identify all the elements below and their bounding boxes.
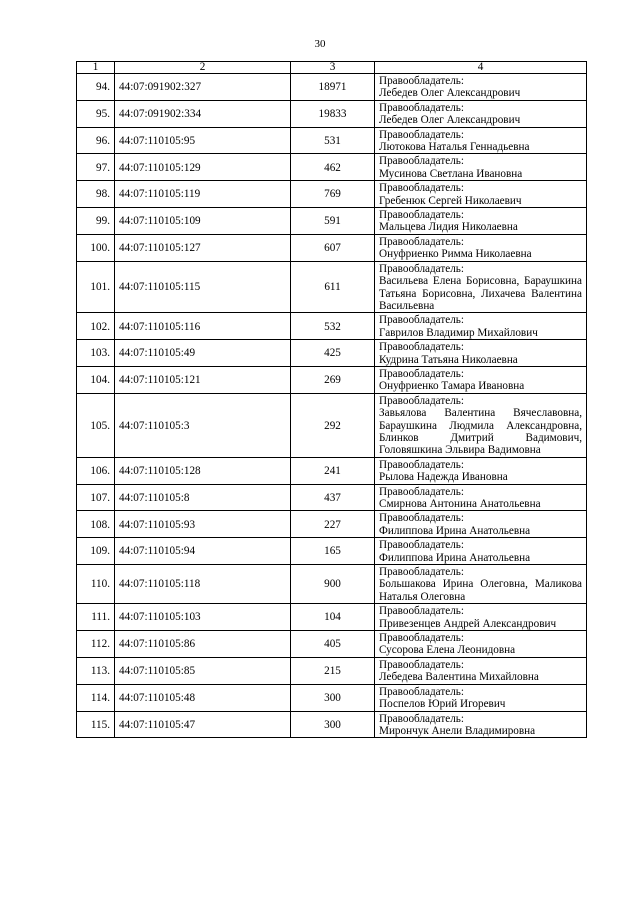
land-plot-table — [76, 61, 587, 738]
rights-holder-label: Правообладатель: — [379, 458, 465, 471]
table-row — [77, 657, 587, 684]
table-row — [77, 261, 587, 313]
rights-holder-label: Правообладатель: — [379, 485, 465, 498]
plot-area: 900 — [291, 565, 375, 604]
table-row — [77, 366, 587, 393]
rights-holder-cell — [375, 127, 587, 154]
rights-holder-label: Правообладатель: — [379, 632, 465, 645]
row-number: 112. — [77, 631, 115, 658]
row-number: 106. — [77, 457, 115, 484]
rights-holder-names: Лебедев Олег Александрович — [379, 114, 521, 127]
row-number: 103. — [77, 340, 115, 367]
table-row — [77, 631, 587, 658]
cadastral-number: 44:07:110105:93 — [115, 511, 291, 538]
rights-holder-names: Привезенцев Андрей Александрович — [379, 617, 557, 630]
plot-area: 607 — [291, 234, 375, 261]
rights-holder-cell — [375, 261, 587, 313]
cadastral-number: 44:07:110105:118 — [115, 565, 291, 604]
column-header-3: 3 — [291, 62, 375, 74]
plot-area: 165 — [291, 538, 375, 565]
rights-holder-names: Онуфриенко Тамара Ивановна — [379, 380, 525, 393]
row-number: 99. — [77, 208, 115, 235]
rights-holder-label: Правообладатель: — [379, 367, 465, 380]
rights-holder-names: Мирончук Анели Владимировна — [379, 724, 536, 737]
rights-holder-label: Правообладатель: — [379, 182, 465, 195]
plot-area: 227 — [291, 511, 375, 538]
row-number: 105. — [77, 393, 115, 457]
table-row — [77, 393, 587, 457]
rights-holder-names: Мусинова Светлана Ивановна — [379, 167, 523, 180]
rights-holder-cell — [375, 340, 587, 367]
rights-holder-names: Лютокова Наталья Геннадьевна — [379, 141, 530, 154]
rights-holder-label: Правообладатель: — [379, 512, 465, 525]
row-number: 114. — [77, 684, 115, 711]
cadastral-number: 44:07:110105:109 — [115, 208, 291, 235]
rights-holder-cell — [375, 565, 587, 604]
rights-holder-names: Филиппова Ирина Анатольевна — [379, 524, 531, 537]
table-row — [77, 208, 587, 235]
row-number: 102. — [77, 313, 115, 340]
rights-holder-names: Онуфриенко Римма Николаевна — [379, 248, 532, 261]
row-number: 113. — [77, 657, 115, 684]
table-header-row — [77, 62, 587, 74]
row-number: 94. — [77, 74, 115, 101]
rights-holder-label: Правообладатель: — [379, 75, 465, 87]
table-row — [77, 684, 587, 711]
cadastral-number: 44:07:110105:85 — [115, 657, 291, 684]
rights-holder-cell — [375, 313, 587, 340]
column-header-4: 4 — [375, 62, 587, 74]
rights-holder-label: Правообладатель: — [379, 262, 465, 275]
rights-holder-cell — [375, 538, 587, 565]
rights-holder-names: Поспелов Юрий Игоревич — [379, 698, 506, 711]
plot-area: 532 — [291, 313, 375, 340]
rights-holder-cell — [375, 484, 587, 511]
cadastral-number: 44:07:091902:327 — [115, 74, 291, 101]
plot-area: 241 — [291, 457, 375, 484]
rights-holder-names: Большакова Ирина Олеговна, Маликова Наталья Олеговна — [379, 578, 582, 603]
row-number: 100. — [77, 234, 115, 261]
rights-holder-cell — [375, 631, 587, 658]
rights-holder-cell — [375, 74, 587, 101]
rights-holder-label: Правообладатель: — [379, 566, 465, 579]
rights-holder-cell — [375, 657, 587, 684]
rights-holder-cell — [375, 208, 587, 235]
rights-holder-cell — [375, 511, 587, 538]
plot-area: 300 — [291, 684, 375, 711]
rights-holder-label: Правообладатель: — [379, 712, 465, 725]
rights-holder-label: Правообладатель: — [379, 685, 465, 698]
plot-area: 215 — [291, 657, 375, 684]
row-number: 111. — [77, 604, 115, 631]
cadastral-number: 44:07:110105:115 — [115, 261, 291, 313]
plot-area: 769 — [291, 181, 375, 208]
cadastral-number: 44:07:110105:103 — [115, 604, 291, 631]
rights-holder-label: Правообладатель: — [379, 314, 465, 327]
rights-holder-cell — [375, 684, 587, 711]
rights-holder-names: Смирнова Антонина Анатольевна — [379, 498, 541, 510]
row-number: 107. — [77, 484, 115, 511]
cadastral-number: 44:07:110105:86 — [115, 631, 291, 658]
rights-holder-names: Мальцева Лидия Николаевна — [379, 221, 518, 234]
rights-holder-names: Завьялова Валентина Вячеславовна, Бараушкина Людмила Александровна, Блинков Дмитрий Вадимович, Головяшкина Эльвира Вадимовна — [379, 407, 582, 457]
rights-holder-label: Правообладатель: — [379, 101, 465, 114]
rights-holder-names: Кудрина Татьяна Николаевна — [379, 353, 518, 366]
rights-holder-names: Лебедева Валентина Михайловна — [379, 671, 539, 684]
table-row — [77, 127, 587, 154]
row-number: 97. — [77, 154, 115, 181]
rights-holder-label: Правообладатель: — [379, 209, 465, 222]
rights-holder-label: Правообладатель: — [379, 658, 465, 671]
table-row — [77, 74, 587, 101]
table-row — [77, 100, 587, 127]
rights-holder-names: Васильева Елена Борисовна, Бараушкина Татьяна Борисовна, Лихачева Валентина Васильевна — [379, 275, 582, 312]
row-number: 98. — [77, 181, 115, 208]
plot-area: 104 — [291, 604, 375, 631]
table-row — [77, 313, 587, 340]
plot-area: 425 — [291, 340, 375, 367]
table-body — [77, 74, 587, 738]
rights-holder-cell — [375, 604, 587, 631]
cadastral-number: 44:07:110105:127 — [115, 234, 291, 261]
plot-area: 531 — [291, 127, 375, 154]
row-number: 96. — [77, 127, 115, 154]
rights-holder-names: Лебедев Олег Александрович — [379, 87, 521, 100]
rights-holder-cell — [375, 457, 587, 484]
plot-area: 18971 — [291, 74, 375, 101]
column-header-1: 1 — [77, 62, 115, 74]
table-row — [77, 234, 587, 261]
rights-holder-names: Гаврилов Владимир Михайлович — [379, 326, 538, 339]
rights-holder-label: Правообладатель: — [379, 128, 465, 141]
cadastral-number: 44:07:110105:128 — [115, 457, 291, 484]
cadastral-number: 44:07:110105:8 — [115, 484, 291, 511]
rights-holder-names: Филиппова Ирина Анатольевна — [379, 551, 531, 564]
rights-holder-cell — [375, 234, 587, 261]
row-number: 110. — [77, 565, 115, 604]
cadastral-number: 44:07:110105:3 — [115, 393, 291, 457]
rights-holder-cell — [375, 393, 587, 457]
rights-holder-cell — [375, 181, 587, 208]
plot-area: 269 — [291, 366, 375, 393]
rights-holder-names: Рылова Надежда Ивановна — [379, 471, 508, 484]
cadastral-number: 44:07:110105:95 — [115, 127, 291, 154]
plot-area: 405 — [291, 631, 375, 658]
cadastral-number: 44:07:110105:121 — [115, 366, 291, 393]
rights-holder-label: Правообладатель: — [379, 539, 465, 552]
row-number: 115. — [77, 711, 115, 738]
row-number: 109. — [77, 538, 115, 565]
rights-holder-cell — [375, 154, 587, 181]
rights-holder-cell — [375, 366, 587, 393]
rights-holder-label: Правообладатель: — [379, 155, 465, 168]
table-row — [77, 565, 587, 604]
plot-area: 300 — [291, 711, 375, 738]
page-number: 30 — [314, 38, 326, 50]
plot-area: 591 — [291, 208, 375, 235]
rights-holder-names: Гребенюк Сергей Николаевич — [379, 194, 522, 207]
plot-area: 292 — [291, 393, 375, 457]
cadastral-number: 44:07:110105:94 — [115, 538, 291, 565]
cadastral-number: 44:07:110105:48 — [115, 684, 291, 711]
row-number: 104. — [77, 366, 115, 393]
cadastral-number: 44:07:091902:334 — [115, 100, 291, 127]
plot-area: 437 — [291, 484, 375, 511]
rights-holder-cell — [375, 100, 587, 127]
table-row — [77, 711, 587, 738]
row-number: 95. — [77, 100, 115, 127]
row-number: 108. — [77, 511, 115, 538]
rights-holder-cell — [375, 711, 587, 738]
plot-area: 462 — [291, 154, 375, 181]
row-number: 101. — [77, 261, 115, 313]
table-row — [77, 511, 587, 538]
column-header-2: 2 — [115, 62, 291, 74]
cadastral-number: 44:07:110105:119 — [115, 181, 291, 208]
table-row — [77, 154, 587, 181]
plot-area: 19833 — [291, 100, 375, 127]
rights-holder-names: Сусорова Елена Леонидовна — [379, 644, 516, 657]
cadastral-number: 44:07:110105:49 — [115, 340, 291, 367]
cadastral-number: 44:07:110105:116 — [115, 313, 291, 340]
table-row — [77, 484, 587, 511]
table-row — [77, 457, 587, 484]
rights-holder-label: Правообладатель: — [379, 341, 465, 354]
table-row — [77, 604, 587, 631]
rights-holder-label: Правообладатель: — [379, 235, 465, 248]
rights-holder-label: Правообладатель: — [379, 605, 465, 618]
rights-holder-label: Правообладатель: — [379, 394, 465, 407]
cadastral-number: 44:07:110105:47 — [115, 711, 291, 738]
table-row — [77, 181, 587, 208]
table-row — [77, 538, 587, 565]
table-row — [77, 340, 587, 367]
cadastral-number: 44:07:110105:129 — [115, 154, 291, 181]
plot-area: 611 — [291, 261, 375, 313]
